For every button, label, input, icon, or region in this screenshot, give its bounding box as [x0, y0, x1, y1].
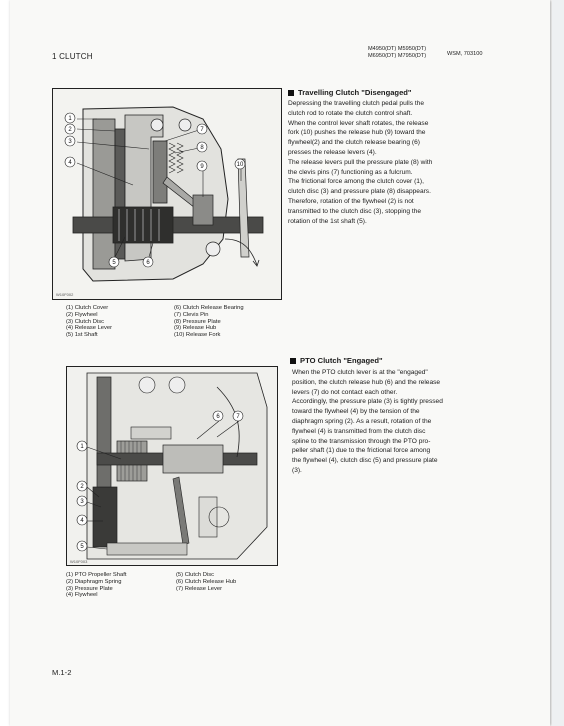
text-line: Depressing the travelling clutch pedal pulls the [288, 100, 424, 107]
figure1-legend-right [174, 305, 244, 339]
figure2-legend-left [66, 572, 126, 599]
section1-body [288, 99, 488, 226]
text-line: (3). [292, 466, 302, 474]
callout-1: 1 [68, 116, 72, 122]
bullet-square-icon [290, 358, 296, 364]
text-line: the clevis pins (7) functioning as a fulcrum. [288, 168, 413, 176]
text-line: peller shaft (1) due to the frictional force among [292, 447, 431, 455]
legend-item: (4) Flywheel [66, 592, 98, 599]
text-line: flywheel(2) and the clutch release bearing (6) [288, 139, 420, 147]
page-edge [552, 0, 564, 726]
callout-2: 2 [68, 127, 72, 133]
document-code: WSM, 703100 [447, 51, 483, 57]
figure1-legend-left [66, 305, 112, 339]
text-line: clutch rod to rotate the clutch control shaft. [288, 109, 413, 117]
legend-item: (5) Clutch Disc [176, 572, 215, 578]
legend-item: (3) Clutch Disc [66, 318, 105, 325]
text-line: the flywheel (4), clutch disc (5) and pressure plate [292, 457, 438, 465]
figure1-callouts [52, 88, 280, 298]
text-line: fork (10) pushes the release hub (9) toward the [288, 129, 426, 137]
legend-item: (7) Release Lever [176, 585, 223, 592]
legend-item: (5) 1st Shaft [66, 332, 98, 339]
callout-8: 8 [200, 145, 204, 151]
model-line-2: M6950(DT) M7950(DT) [368, 53, 427, 59]
text-line: When the control lever shaft rotates, the release [288, 119, 429, 127]
text-line: When the PTO clutch lever is at the "engaged" [292, 369, 428, 376]
text-line: Accordingly, the pressure plate (3) is tightly pressed [292, 398, 443, 406]
legend-item: (8) Pressure Plate [174, 318, 221, 325]
section1-title-text: Travelling Clutch "Disengaged" [298, 88, 412, 97]
section-heading: 1 CLUTCH [52, 52, 93, 61]
legend-item: (10) Release Fork [174, 332, 221, 339]
section2-title-text: PTO Clutch "Engaged" [300, 356, 383, 365]
figure2-callouts [66, 366, 276, 564]
callout-10: 10 [236, 162, 244, 168]
legend-item: (6) Clutch Release Bearing [174, 305, 244, 311]
legend-item: (3) Pressure Plate [66, 585, 113, 592]
text-line: Therefore, rotation of the flywheel (2) is not [288, 197, 414, 205]
legend-item: (6) Clutch Release Hub [176, 578, 237, 585]
figure2-code: W10F003 [70, 559, 88, 564]
text-line: clutch disc (3) and pressure plate (8) disappears. [288, 188, 431, 196]
figure1-code: W10F002 [56, 292, 74, 297]
callout-5: 5 [112, 260, 116, 266]
callout-2: 2 [80, 484, 84, 490]
callout-4: 4 [80, 518, 84, 524]
legend-item: (1) Clutch Cover [66, 305, 109, 311]
model-list [368, 46, 426, 60]
callout-6: 6 [216, 414, 220, 420]
figure2-legend-right [176, 572, 236, 592]
legend-item: (1) PTO Propeller Shaft [66, 572, 127, 578]
text-line: flywheel (4) is transmitted from the clutch disc [292, 427, 426, 435]
bullet-square-icon [288, 90, 294, 96]
callout-1: 1 [80, 444, 84, 450]
text-line: levers (7) do not contact each other. [292, 388, 398, 396]
section1-title [288, 88, 412, 97]
callout-7: 7 [200, 127, 204, 133]
text-line: spline to the transmission through the PTO pro- [292, 437, 431, 445]
callout-9: 9 [200, 164, 204, 170]
legend-item: (9) Release Hub [174, 325, 217, 332]
callout-5: 5 [80, 544, 84, 550]
section2-body [292, 368, 492, 476]
callout-6: 6 [146, 260, 150, 266]
legend-item: (2) Flywheel [66, 311, 98, 318]
callout-4: 4 [68, 160, 72, 166]
text-line: toward the flywheel (4) by the tension of the [292, 408, 420, 416]
legend-item: (7) Clevis Pin [174, 311, 209, 318]
text-line: The release levers pull the pressure plate (8) with [288, 158, 433, 166]
callout-7: 7 [236, 414, 240, 420]
text-line: The frictional force among the clutch cover (1), [288, 178, 424, 186]
page-number: M.1-2 [52, 668, 72, 677]
legend-item: (2) Diaphragm Spring [66, 578, 122, 585]
model-line-1: M4950(DT) M5950(DT) [368, 46, 427, 52]
section2-title [290, 356, 383, 365]
text-line: diaphragm spring (2). As a result, rotation of the [292, 417, 432, 425]
callout-3: 3 [80, 499, 84, 505]
callout-3: 3 [68, 139, 72, 145]
text-line: presses the release levers (4). [288, 148, 377, 156]
text-line: transmitted to the clutch disc (3), stopping the [288, 207, 422, 215]
text-line: rotation of the 1st shaft (5). [288, 217, 367, 225]
text-line: position, the clutch release hub (6) and the release [292, 378, 441, 386]
legend-item: (4) Release Lever [66, 325, 113, 332]
